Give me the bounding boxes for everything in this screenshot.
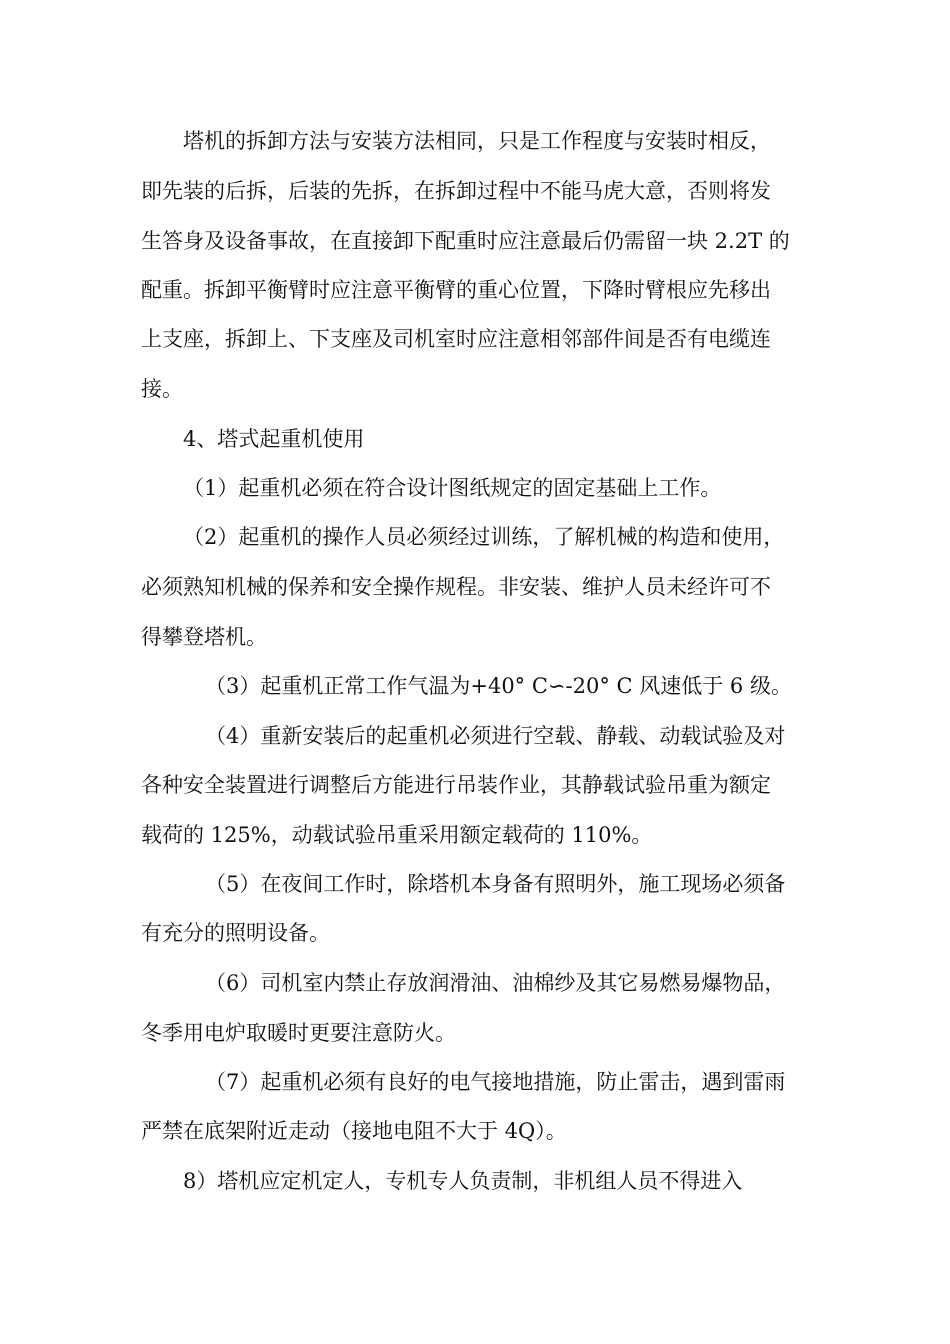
paragraph-line: 上支座，拆卸上、下支座及司机室时应注意相邻部件间是否有电缆连 [141, 327, 771, 351]
paragraph-line: 接。 [141, 377, 183, 401]
list-item: （1）起重机必须在符合设计图纸规定的固定基础上工作。 [183, 476, 722, 500]
paragraph-line: 各种安全装置进行调整后方能进行吊装作业，其静载试验吊重为额定 [141, 773, 771, 797]
list-item: （7）起重机必须有良好的电气接地措施，防止雷击，遇到雷雨 [205, 1070, 786, 1094]
paragraph-line: 冬季用电炉取暖时更要注意防火。 [141, 1021, 456, 1045]
list-item: 8）塔机应定机定人，专机专人负责制，非机组人员不得进入 [183, 1169, 743, 1193]
section-heading: 4、塔式起重机使用 [183, 427, 365, 451]
list-item: （5）在夜间工作时，除塔机本身备有照明外，施工现场必须备 [205, 872, 786, 896]
paragraph-line: 塔机的拆卸方法与安装方法相同，只是工作程度与安装时相反， [183, 129, 771, 153]
list-item: （2）起重机的操作人员必须经过训练，了解机械的构造和使用， [183, 525, 785, 549]
paragraph-line: 配重。拆卸平衡臂时应注意平衡臂的重心位置，下降时臂根应先移出 [141, 278, 771, 302]
paragraph-line: 载荷的 125%，动载试验吊重采用额定载荷的 110%。 [141, 823, 653, 847]
list-item: （4）重新安装后的起重机必须进行空载、静载、动载试验及对 [205, 724, 786, 748]
paragraph-line: 得攀登塔机。 [141, 625, 267, 649]
paragraph-line: 即先装的后拆，后装的先拆，在拆卸过程中不能马虎大意，否则将发 [141, 179, 771, 203]
paragraph-line: 有充分的照明设备。 [141, 921, 330, 945]
list-item: （3）起重机正常工作气温为+40° C∽-20° C 风速低于 6 级。 [205, 674, 792, 698]
paragraph-line: 生答身及设备事故，在直接卸下配重时应注意最后仍需留一块 2.2T 的 [141, 229, 790, 253]
paragraph-line: 严禁在底架附近走动（接地电阻不大于 4Q）。 [141, 1119, 567, 1143]
paragraph-line: 必须熟知机械的保养和安全操作规程。非安装、维护人员未经许可不 [141, 575, 771, 599]
list-item: （6）司机室内禁止存放润滑油、油棉纱及其它易燃易爆物品， [205, 971, 786, 995]
